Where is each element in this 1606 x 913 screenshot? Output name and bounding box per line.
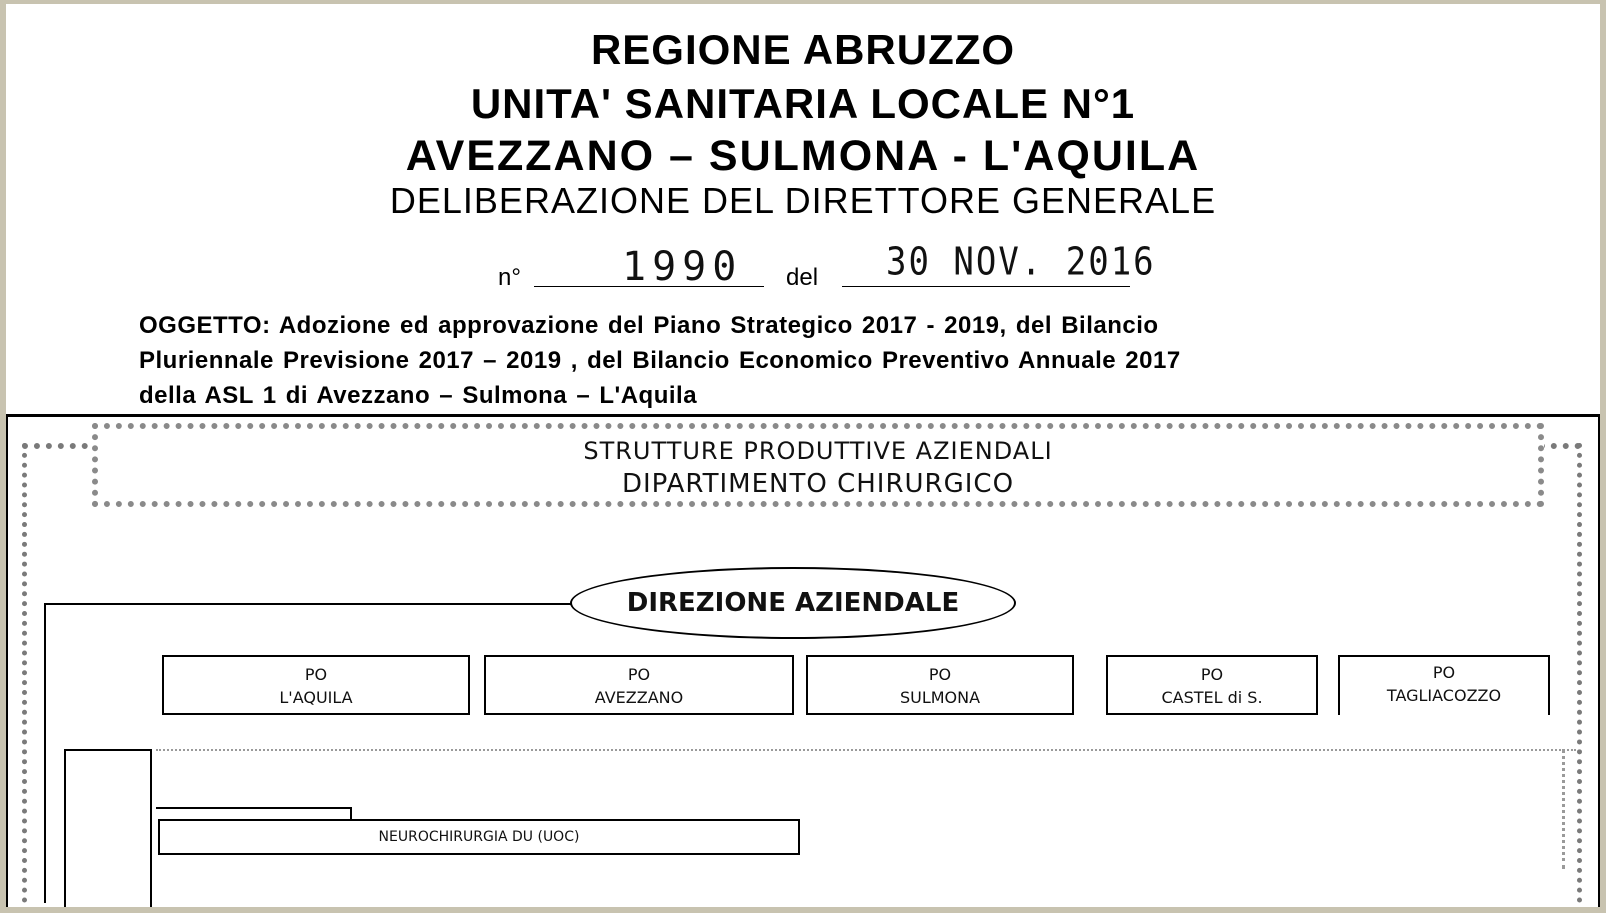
po-sulmona-node xyxy=(806,655,1074,715)
po-avezzano-node xyxy=(484,655,794,715)
po-label: PO xyxy=(928,665,952,684)
org-chart xyxy=(6,417,1600,907)
number-label: n° xyxy=(498,264,521,291)
po-castel-node xyxy=(1106,655,1318,715)
dotted-connector-right xyxy=(1562,749,1567,869)
po-label: PO xyxy=(304,665,328,684)
deliberation-number: 1990 xyxy=(622,244,743,290)
po-label: PO xyxy=(1432,663,1456,682)
document-page xyxy=(6,4,1600,907)
deliberation-date: 30 NOV. 2016 xyxy=(886,240,1156,285)
po-label: PO xyxy=(1200,665,1224,684)
header-deliberation: DELIBERAZIONE DEL DIRETTORE GENERALE xyxy=(389,180,1217,221)
direzione-aziendale-node: DIREZIONE AZIENDALE xyxy=(570,567,1016,639)
po-name: AVEZZANO xyxy=(594,688,684,707)
date-label: del xyxy=(786,264,819,291)
subject-line-3: della ASL 1 di Avezzano – Sulmona – L'Aquila xyxy=(139,382,698,409)
header-region: REGIONE ABRUZZO xyxy=(590,26,1016,73)
left-column-box xyxy=(64,749,152,907)
subject-block xyxy=(139,308,1469,413)
po-label: PO xyxy=(627,665,651,684)
header-usl: UNITA' SANITARIA LOCALE N°1 xyxy=(470,80,1136,127)
po-name: SULMONA xyxy=(899,688,981,707)
po-laquila-node xyxy=(162,655,470,715)
connector-line-vertical xyxy=(44,603,46,903)
dotted-connector xyxy=(156,749,1576,753)
po-tagliacozzo-node xyxy=(1338,655,1550,715)
po-name: L'AQUILA xyxy=(279,688,353,707)
subject-line-2: Pluriennale Previsione 2017 – 2019 , del Bilancio Economico Preventivo Annuale 2017 xyxy=(139,347,1181,374)
org-chart-title-box xyxy=(92,423,1544,507)
subject-line-1: OGGETTO: Adozione ed approvazione del Piano Strategico 2017 - 2019, del Bilancio xyxy=(139,312,1159,339)
org-chart-subtitle: DIPARTIMENTO CHIRURGICO xyxy=(621,469,1015,499)
header-cities: AVEZZANO – SULMONA - L'AQUILA xyxy=(405,132,1201,180)
po-name: TAGLIACOZZO xyxy=(1386,686,1502,705)
org-chart-title: STRUTTURE PRODUTTIVE AZIENDALI xyxy=(583,437,1053,465)
connector-line xyxy=(44,603,574,605)
neurochirurgia-unit-node: NEUROCHIRURGIA DU (UOC) xyxy=(158,819,800,855)
deliberation-number-row xyxy=(6,240,1600,294)
po-name: CASTEL di S. xyxy=(1161,688,1263,707)
